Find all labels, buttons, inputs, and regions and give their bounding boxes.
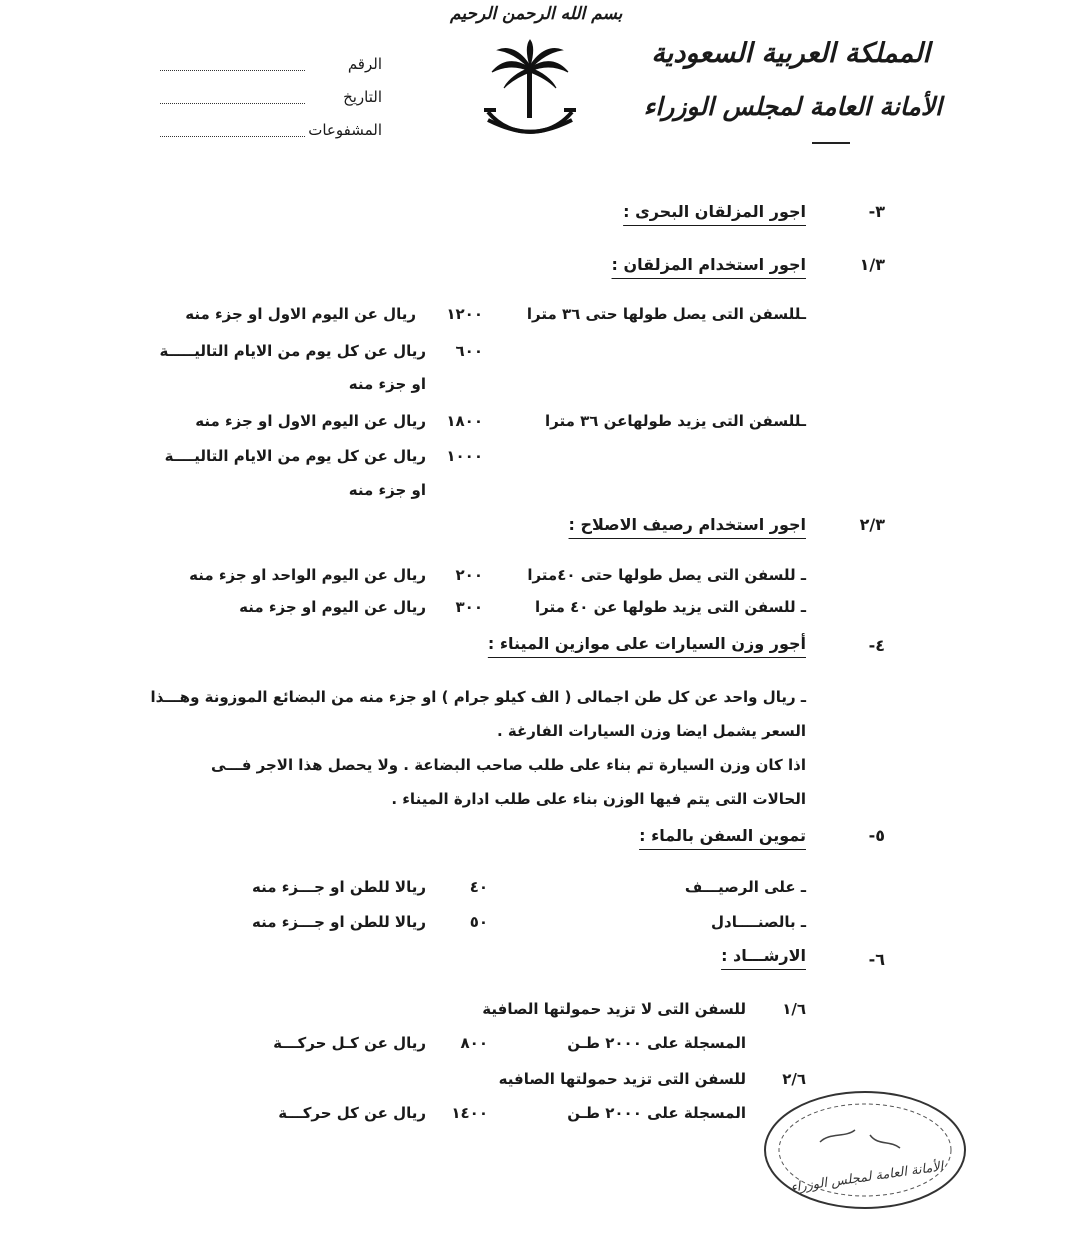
item-description: للسفن التى تزيد حمولتها الصافيه [498, 1070, 746, 1088]
section-title: الارشـــاد : [721, 946, 806, 965]
section-title: أجور وزن السيارات على موازين الميناء : [487, 634, 806, 653]
date-label: التاريخ [343, 88, 382, 106]
section-title: اجور استخدام المزلقان : [611, 255, 806, 274]
line-text: ريال عن اليوم او جزء منه [239, 598, 426, 616]
line-text: ريال عن اليوم الواحد او جزء منه [189, 566, 426, 584]
paragraph-line: ـ ريال واحد عن كل طن اجمالى ( الف كيلو جرام ) او جزء منه من البضائع الموزونة وهـــذا [150, 688, 806, 706]
line-text: ريال عن كل يوم من الايام التاليــــة [164, 447, 426, 465]
attachments-field [160, 136, 305, 137]
line-text: ريال عن اليوم الاول او جزء منه [195, 412, 426, 430]
line-description: ـ للسفن التى يزيد طولها عن ٤٠ مترا [535, 598, 806, 616]
line-text: ريال عن كل حركـــة [278, 1104, 426, 1122]
line-amount: ٦٠٠ [455, 342, 483, 360]
item-registration: المسجلة على ٢٠٠٠ طـن [567, 1034, 746, 1052]
line-text: او جزء منه [348, 375, 426, 393]
organization-department: الأمانة العامة لمجلس الوزراء [643, 92, 942, 121]
item-description: للسفن التى لا تزيد حمولتها الصافية [482, 1000, 746, 1018]
line-text: او جزء منه [348, 481, 426, 499]
section-title: تموين السفن بالماء : [639, 826, 806, 845]
line-description: ـ على الرصيـــف [684, 878, 806, 896]
line-amount: ٨٠٠ [460, 1034, 488, 1052]
line-description: ـ بالصنــــادل [710, 913, 806, 931]
item-number: ٢/٦ [782, 1070, 806, 1088]
line-text: ريالا للطن او جـــزء منه [252, 913, 426, 931]
date-field [160, 103, 305, 104]
paragraph-line: السعر يشمل ايضا وزن السيارات الفارغة . [497, 722, 806, 740]
basmala: بسم الله الرحمن الرحيم [450, 4, 623, 24]
saudi-emblem-icon [480, 38, 580, 143]
attachments-label: المشفوعات [308, 121, 382, 139]
paragraph-line: اذا كان وزن السيارة تم بناء على طلب صاحب البضاعة . ولا يحصل هذا الاجر فـــى [211, 756, 806, 774]
stamp-text: الأمانة العامة لمجلس الوزراء [789, 1159, 945, 1196]
line-text: ريال عن كل يوم من الايام التاليـــــة [159, 342, 426, 360]
line-amount: ٢٠٠ [455, 566, 483, 584]
paragraph-line: الحالات التى يتم فيها الوزن بناء على طلب ادارة الميناء . [391, 790, 806, 808]
item-number: ١/٦ [782, 1000, 806, 1018]
line-description: ـ للسفن التى يصل طولها حتى ٤٠مترا [527, 566, 806, 584]
number-label: الرقم [347, 55, 382, 73]
section-number: ٤- [868, 636, 885, 655]
section-number: ٢/٣ [859, 515, 885, 534]
line-amount: ١٤٠٠ [451, 1104, 488, 1122]
line-amount: ٥٠ [469, 913, 488, 931]
line-amount: ١٢٠٠ [446, 305, 483, 323]
line-amount: ١٨٠٠ [446, 412, 483, 430]
line-amount: ٣٠٠ [455, 598, 483, 616]
line-description: ـللسفن التى يزيد طولهاعن ٣٦ مترا [544, 412, 806, 430]
section-number: ٣- [868, 202, 885, 221]
section-number: ٦- [868, 950, 885, 969]
item-registration: المسجلة على ٢٠٠٠ طـن [567, 1104, 746, 1122]
line-text: ريالا للطن او جـــزء منه [252, 878, 426, 896]
line-amount: ٤٠ [469, 878, 488, 896]
section-title: اجور استخدام رصيف الاصلاح : [568, 515, 806, 534]
number-field [160, 70, 305, 71]
section-number: ١/٣ [859, 255, 885, 274]
line-amount: ١٠٠٠ [446, 447, 483, 465]
line-text: ريال عن كـل حركـــة [273, 1034, 426, 1052]
line-description: ـللسفن التى يصل طولها حتى ٣٦ مترا [526, 305, 806, 323]
organization-name: المملكة العربية السعودية [651, 38, 930, 69]
line-text: ريال عن اليوم الاول او جزء منه [185, 305, 416, 323]
section-title: اجور المزلقان البحرى : [623, 202, 806, 221]
header-divider [812, 142, 850, 144]
section-number: ٥- [868, 826, 885, 845]
